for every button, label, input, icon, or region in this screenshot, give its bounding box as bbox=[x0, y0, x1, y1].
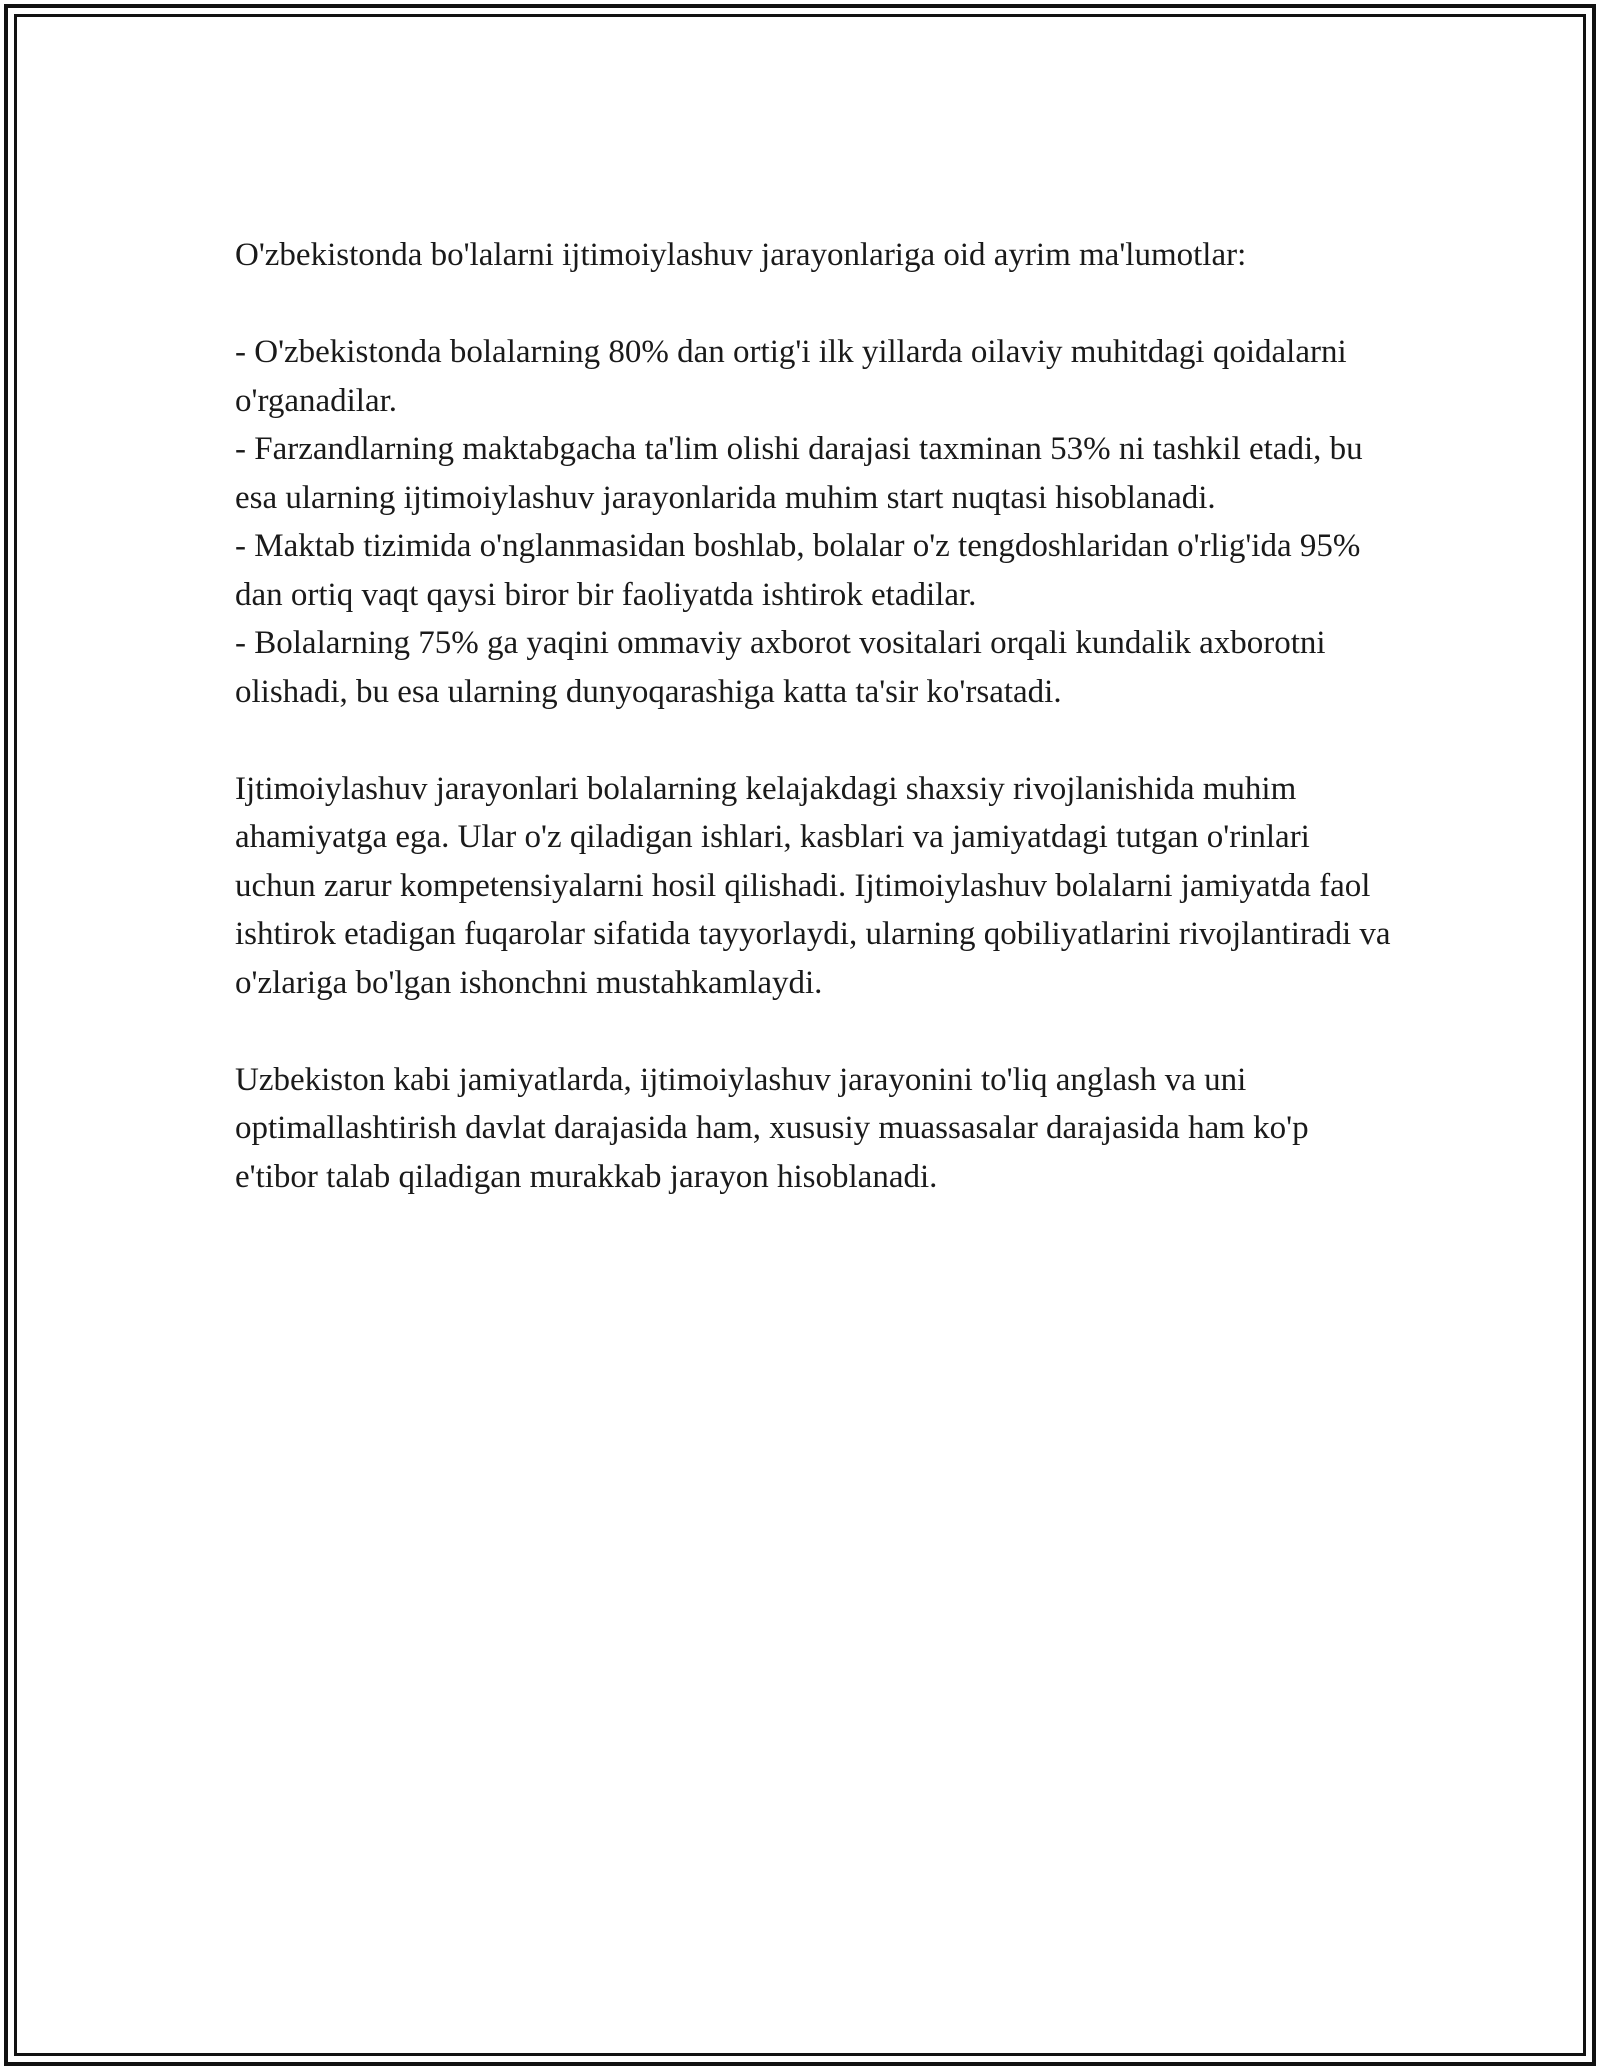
spacer bbox=[235, 280, 1395, 329]
spacer bbox=[235, 1007, 1395, 1056]
bullet-item: - Maktab tizimida o'nglanmasidan boshlab, bolalar o'z tengdoshlaridan o'rlig'ida 95% dan ortiq vaqt qaysi biror bir faoliyatda ishtirok etadilar. bbox=[235, 528, 1361, 613]
document-heading: O'zbekistonda bo'lalarni ijtimoiylashuv jarayonlariga oid ayrim ma'lumotlar: bbox=[235, 237, 1247, 273]
body-paragraph: Ijtimoiylashuv jarayonlari bolalarning kelajakdagi shaxsiy rivojlanishida muhim ahamiyatga ega. Ular o'z qiladigan ishlari, kasblari va jamiyatdagi tutgan o'rinlari uchun zarur kompetensiyalarni hosil qilishadi. Ijtimoiylashuv bolalarni jamiyatda faol ishtirok etadigan fuqarolar sifatida tayyorlaydi, ularning qobiliyatlarini rivojlantiradi va o'zlariga bo'lgan ishonchni mustahkamlaydi. bbox=[235, 770, 1391, 1001]
spacer bbox=[235, 716, 1395, 765]
bullet-item: - O'zbekistonda bolalarning 80% dan ortig'i ilk yillarda oilaviy muhitdagi qoidalarni o'rganadilar. bbox=[235, 334, 1347, 419]
bullet-item: - Bolalarning 75% ga yaqini ommaviy axborot vositalari orqali kundalik axborotni olishadi, bu esa ularning dunyoqarashiga katta ta'sir ko'rsatadi. bbox=[235, 625, 1326, 710]
bullet-item: - Farzandlarning maktabgacha ta'lim olishi darajasi taxminan 53% ni tashkil etadi, bu esa ularning ijtimoiylashuv jarayonlarida muhim start nuqtasi hisoblanadi. bbox=[235, 431, 1363, 516]
document-body bbox=[235, 231, 1395, 1201]
body-paragraph: Uzbekiston kabi jamiyatlarda, ijtimoiylashuv jarayonini to'liq anglash va uni optimallashtirish davlat darajasida ham, xususiy muassasalar darajasida ham ko'p e'tibor talab qiladigan murakkab jarayon hisoblanadi. bbox=[235, 1061, 1309, 1195]
